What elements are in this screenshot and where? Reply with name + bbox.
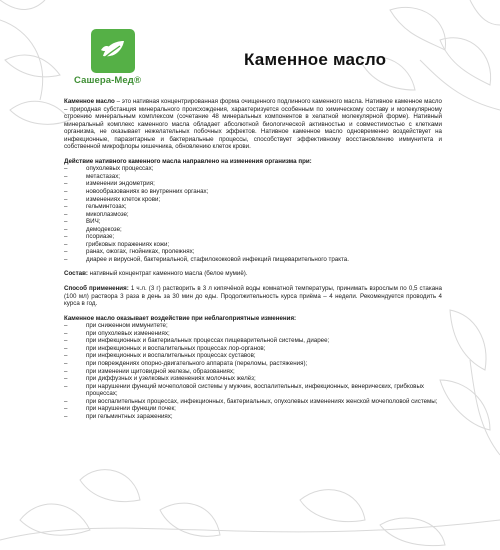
page-title: Каменное масло <box>244 50 387 69</box>
list-item: – грибковых поражениях кожи; <box>64 241 442 249</box>
list-item: – при инфекционных и бактериальных процессах пищеварительной системы, диарее; <box>64 337 442 345</box>
composition-paragraph <box>64 270 442 278</box>
brand-name: Сашера-Мед® <box>74 75 142 86</box>
list-item: – гельминтозах; <box>64 203 442 211</box>
list-item: – диарее и вирусной, бактериальной, стафилококковой инфекций пищеварительного тракта. <box>64 256 442 264</box>
leaf-icon <box>98 36 128 66</box>
list-item: – при гельминтных заражениях; <box>64 413 442 421</box>
intro-paragraph <box>64 98 442 151</box>
product-description <box>64 98 442 420</box>
list-item: – при опухолевых изменениях; <box>64 330 442 338</box>
intro-text: – это нативная концентрированная форма очищенного подлинного каменного масла. Нативное каменное масло – природная субстанция минерального происхождения, характеризуется особенным по химическому составу и молекулярному строению минеральным комплексом (сочетание 48 минеральных компонентов в хелатной молекулярной форме). Нативный минеральный комплекс каменного масла обладает абсолютной биологической активностью и совместимостью с клетками организма, не оказывает нежелательных побочных эффектов. Нативное каменное масло одновременно воздействует на инфекционные, паразитарные и бактериальные процессы, способствует эффективному восстановлению иммунитета и собственной микрофлоры кишечника, обновлению клеток крови. <box>64 98 442 151</box>
action-list <box>64 165 442 263</box>
list-item: – изменениях клеток крови; <box>64 196 442 204</box>
effects-heading: Каменное масло оказывает воздействие при неблагоприятные изменения: <box>64 314 297 322</box>
list-item: – при инфекционных и воспалительных процессах суставов; <box>64 352 442 360</box>
list-item: – ВИЧ; <box>64 218 442 226</box>
effects-list <box>64 322 442 420</box>
intro-term: Каменное масло <box>64 98 115 105</box>
list-item: – демодекозе; <box>64 226 442 234</box>
list-item: – при повреждениях опорно-двигательного аппарата (переломы, растяжения); <box>64 360 442 368</box>
usage-text: 1 ч.л. (3 г) растворить в 3 л кипячёной воды комнатной температуры, принимать взрослым по 0,5 стакана (100 мл) раствора 3 раза в день за 30 мин до еды. Продолжительность курса приёма – 4 недели. Рекомендуется проводить 4 курса в год. <box>64 285 442 308</box>
list-item: – при воспалительных процессах, инфекционных, бактериальных, опухолевых изменениях женской мочеполовой системы; <box>64 398 442 406</box>
composition-label: Состав: <box>64 270 88 278</box>
list-item: – изменении эндометрия; <box>64 180 442 188</box>
usage-paragraph <box>64 285 442 308</box>
list-item: – опухолевых процессах; <box>64 165 442 173</box>
list-item: – ранах, ожогах, гнойниках, пролежнях; <box>64 248 442 256</box>
list-item: – псориазе; <box>64 233 442 241</box>
composition-text: нативный концентрат каменного масла (белое мумиё). <box>87 270 248 278</box>
list-item: – новообразованиях во внутренних органах; <box>64 188 442 196</box>
list-item: – микоплазмозе; <box>64 211 442 219</box>
list-item: – при инфекционных и воспалительных процессах лор-органов; <box>64 345 442 353</box>
brand-logo <box>91 29 135 73</box>
list-item: – при диффузных и узелковых изменениях молочных желёз; <box>64 375 442 383</box>
list-item: – при сниженном иммунитете; <box>64 322 442 330</box>
list-item: – при изменении щитовидной железы, образованиях; <box>64 368 442 376</box>
usage-label: Способ применения: <box>64 285 129 293</box>
action-heading: Действие нативного каменного масла направлено на изменения организма при: <box>64 157 312 165</box>
list-item: – метастазах; <box>64 173 442 181</box>
list-item: – при нарушении функций мочеполовой системы у мужчин, воспалительных, инфекционных, венерических, грибковых процессах; <box>64 383 442 398</box>
floral-decoration-bottom <box>0 440 500 550</box>
list-item: – при нарушении функции почек; <box>64 405 442 413</box>
